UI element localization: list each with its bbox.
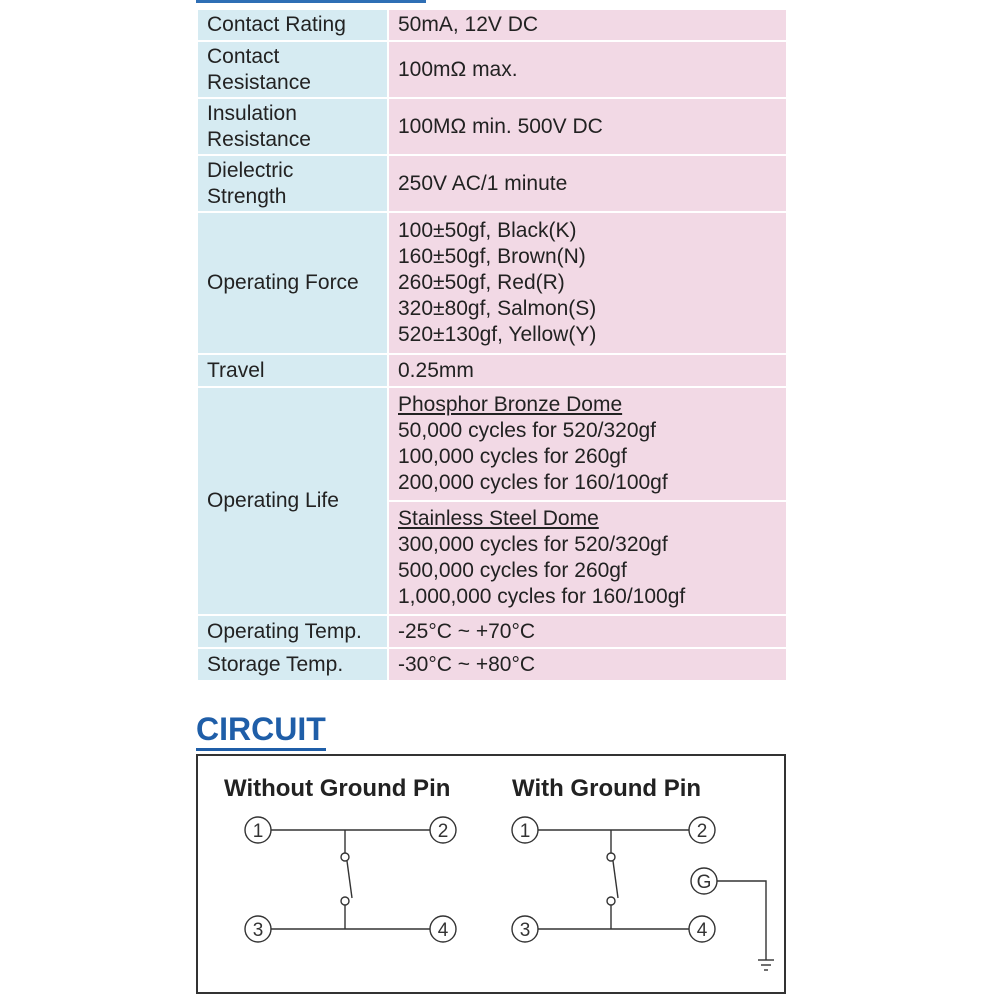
row-value: 50mA, 12V DC [388, 9, 787, 41]
pin-label: G [696, 872, 712, 893]
row-label-text: Dielectric Strength [207, 158, 294, 208]
without-ground-diagram [245, 817, 456, 942]
force-line: 260±50gf, Red(R) [398, 271, 565, 294]
row-label: Contact Rating [197, 9, 388, 41]
pin-label: 2 [437, 821, 449, 842]
force-line: 320±80gf, Salmon(S) [398, 297, 597, 320]
row-value: 100MΩ min. 500V DC [388, 98, 787, 155]
pin-label: 4 [437, 920, 449, 941]
row-value: 100mΩ max. [388, 41, 787, 98]
pin-label: 1 [252, 821, 264, 842]
row-label-text: Insulation Resistance [207, 101, 311, 151]
pin-label: 1 [519, 821, 531, 842]
row-label: Operating Life [197, 387, 388, 615]
pin-label: 2 [696, 821, 708, 842]
without-ground-title: Without Ground Pin [224, 775, 451, 802]
row-label: Travel [197, 354, 388, 387]
with-ground-title: With Ground Pin [512, 775, 702, 802]
pin-label: 3 [519, 920, 531, 941]
force-line: 520±130gf, Yellow(Y) [398, 323, 597, 346]
life-line: 200,000 cycles for 160/100gf [398, 471, 668, 494]
pin-label: 3 [252, 920, 264, 941]
row-label: Storage Temp. [197, 648, 388, 681]
row-label: Operating Force [197, 212, 388, 354]
life-line: 100,000 cycles for 260gf [398, 445, 627, 468]
row-value: 250V AC/1 minute [388, 155, 787, 212]
force-line: 100±50gf, Black(K) [398, 219, 577, 242]
life-line: 500,000 cycles for 260gf [398, 559, 627, 582]
row-value: 0.25mm [388, 354, 787, 387]
row-label: Operating Temp. [197, 615, 388, 648]
with-ground-diagram [512, 817, 774, 970]
row-label-text: Contact Resistance [207, 44, 311, 94]
life-line: 50,000 cycles for 520/320gf [398, 419, 657, 442]
life-line: 1,000,000 cycles for 160/100gf [398, 585, 686, 608]
circuit-heading: CIRCUIT [196, 710, 326, 751]
life-group-heading: Phosphor Bronze Dome [398, 393, 623, 416]
row-value: -30°C ~ +80°C [388, 648, 787, 681]
force-line: 160±50gf, Brown(N) [398, 245, 586, 268]
pin-label: 4 [696, 920, 708, 941]
row-value: -25°C ~ +70°C [388, 615, 787, 648]
life-group-heading: Stainless Steel Dome [398, 507, 599, 530]
life-line: 300,000 cycles for 520/320gf [398, 533, 668, 556]
